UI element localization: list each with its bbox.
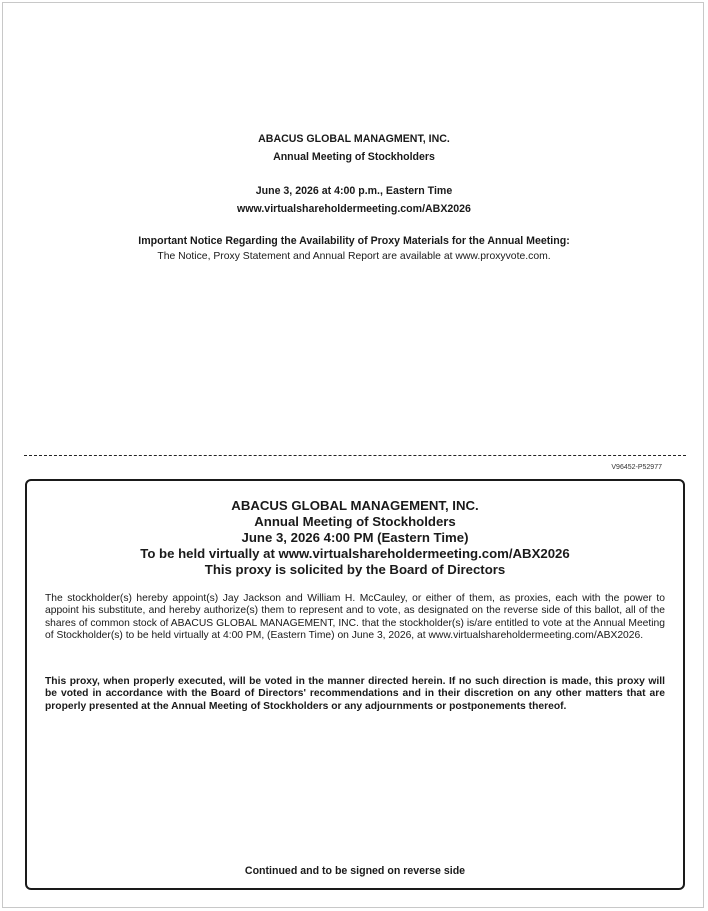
control-code: V96452-P52977	[611, 464, 662, 471]
proxy-meeting-title: Annual Meeting of Stockholders	[254, 514, 456, 529]
important-notice-text: The Notice, Proxy Statement and Annual Report are available at www.proxyvote.com.	[157, 251, 551, 262]
proxy-voting-direction-text: This proxy, when properly executed, will be voted in the manner directed herein. If no such direction is made, this proxy will be voted in accordance with the Board of Directors' recommendations and in their discretion on any other matters that are properly presented at the Annual Meeting of Stockholders or any adjournments or postponements thereof.	[45, 676, 665, 712]
notice-company-name: ABACUS GLOBAL MANAGMENT, INC.	[258, 133, 450, 145]
proxy-date-time: June 3, 2026 4:00 PM (Eastern Time)	[241, 530, 469, 545]
detach-dashed-line	[24, 455, 686, 456]
notice-date-time: June 3, 2026 at 4:00 p.m., Eastern Time	[255, 185, 453, 197]
proxy-continued-footer: Continued and to be signed on reverse side	[244, 865, 466, 877]
meeting-notice	[0, 130, 708, 264]
important-notice-heading: Important Notice Regarding the Availability of Proxy Materials for the Annual Meeting:	[138, 235, 570, 247]
proxy-company-name: ABACUS GLOBAL MANAGEMENT, INC.	[231, 498, 479, 513]
notice-meeting-url: www.virtualshareholdermeeting.com/ABX2026	[237, 203, 471, 215]
notice-meeting-title: Annual Meeting of Stockholders	[273, 151, 435, 163]
proxy-header	[27, 498, 683, 578]
proxy-held-virtually: To be held virtually at www.virtualshareholdermeeting.com/ABX2026	[140, 546, 570, 561]
proxy-solicited-by: This proxy is solicited by the Board of Directors	[204, 562, 506, 577]
proxy-card	[25, 479, 685, 890]
proxy-appointment-text: The stockholder(s) hereby appoint(s) Jay Jackson and William H. McCauley, or either of them, as proxies, each with the power to appoint his substitute, and hereby authorize(s) them to represent and to vote, as designated on the reverse side of this ballot, all of the shares of common stock of ABACUS GLOBAL MANAGEMENT, INC. that the stockholder(s) is/are entitled to vote at the Annual Meeting of Stockholder(s) to be held virtually at 4:00 PM, (Eastern Time) on June 3, 2026, at www.virtualshareholdermeeting.com/ABX2026.	[45, 593, 665, 642]
